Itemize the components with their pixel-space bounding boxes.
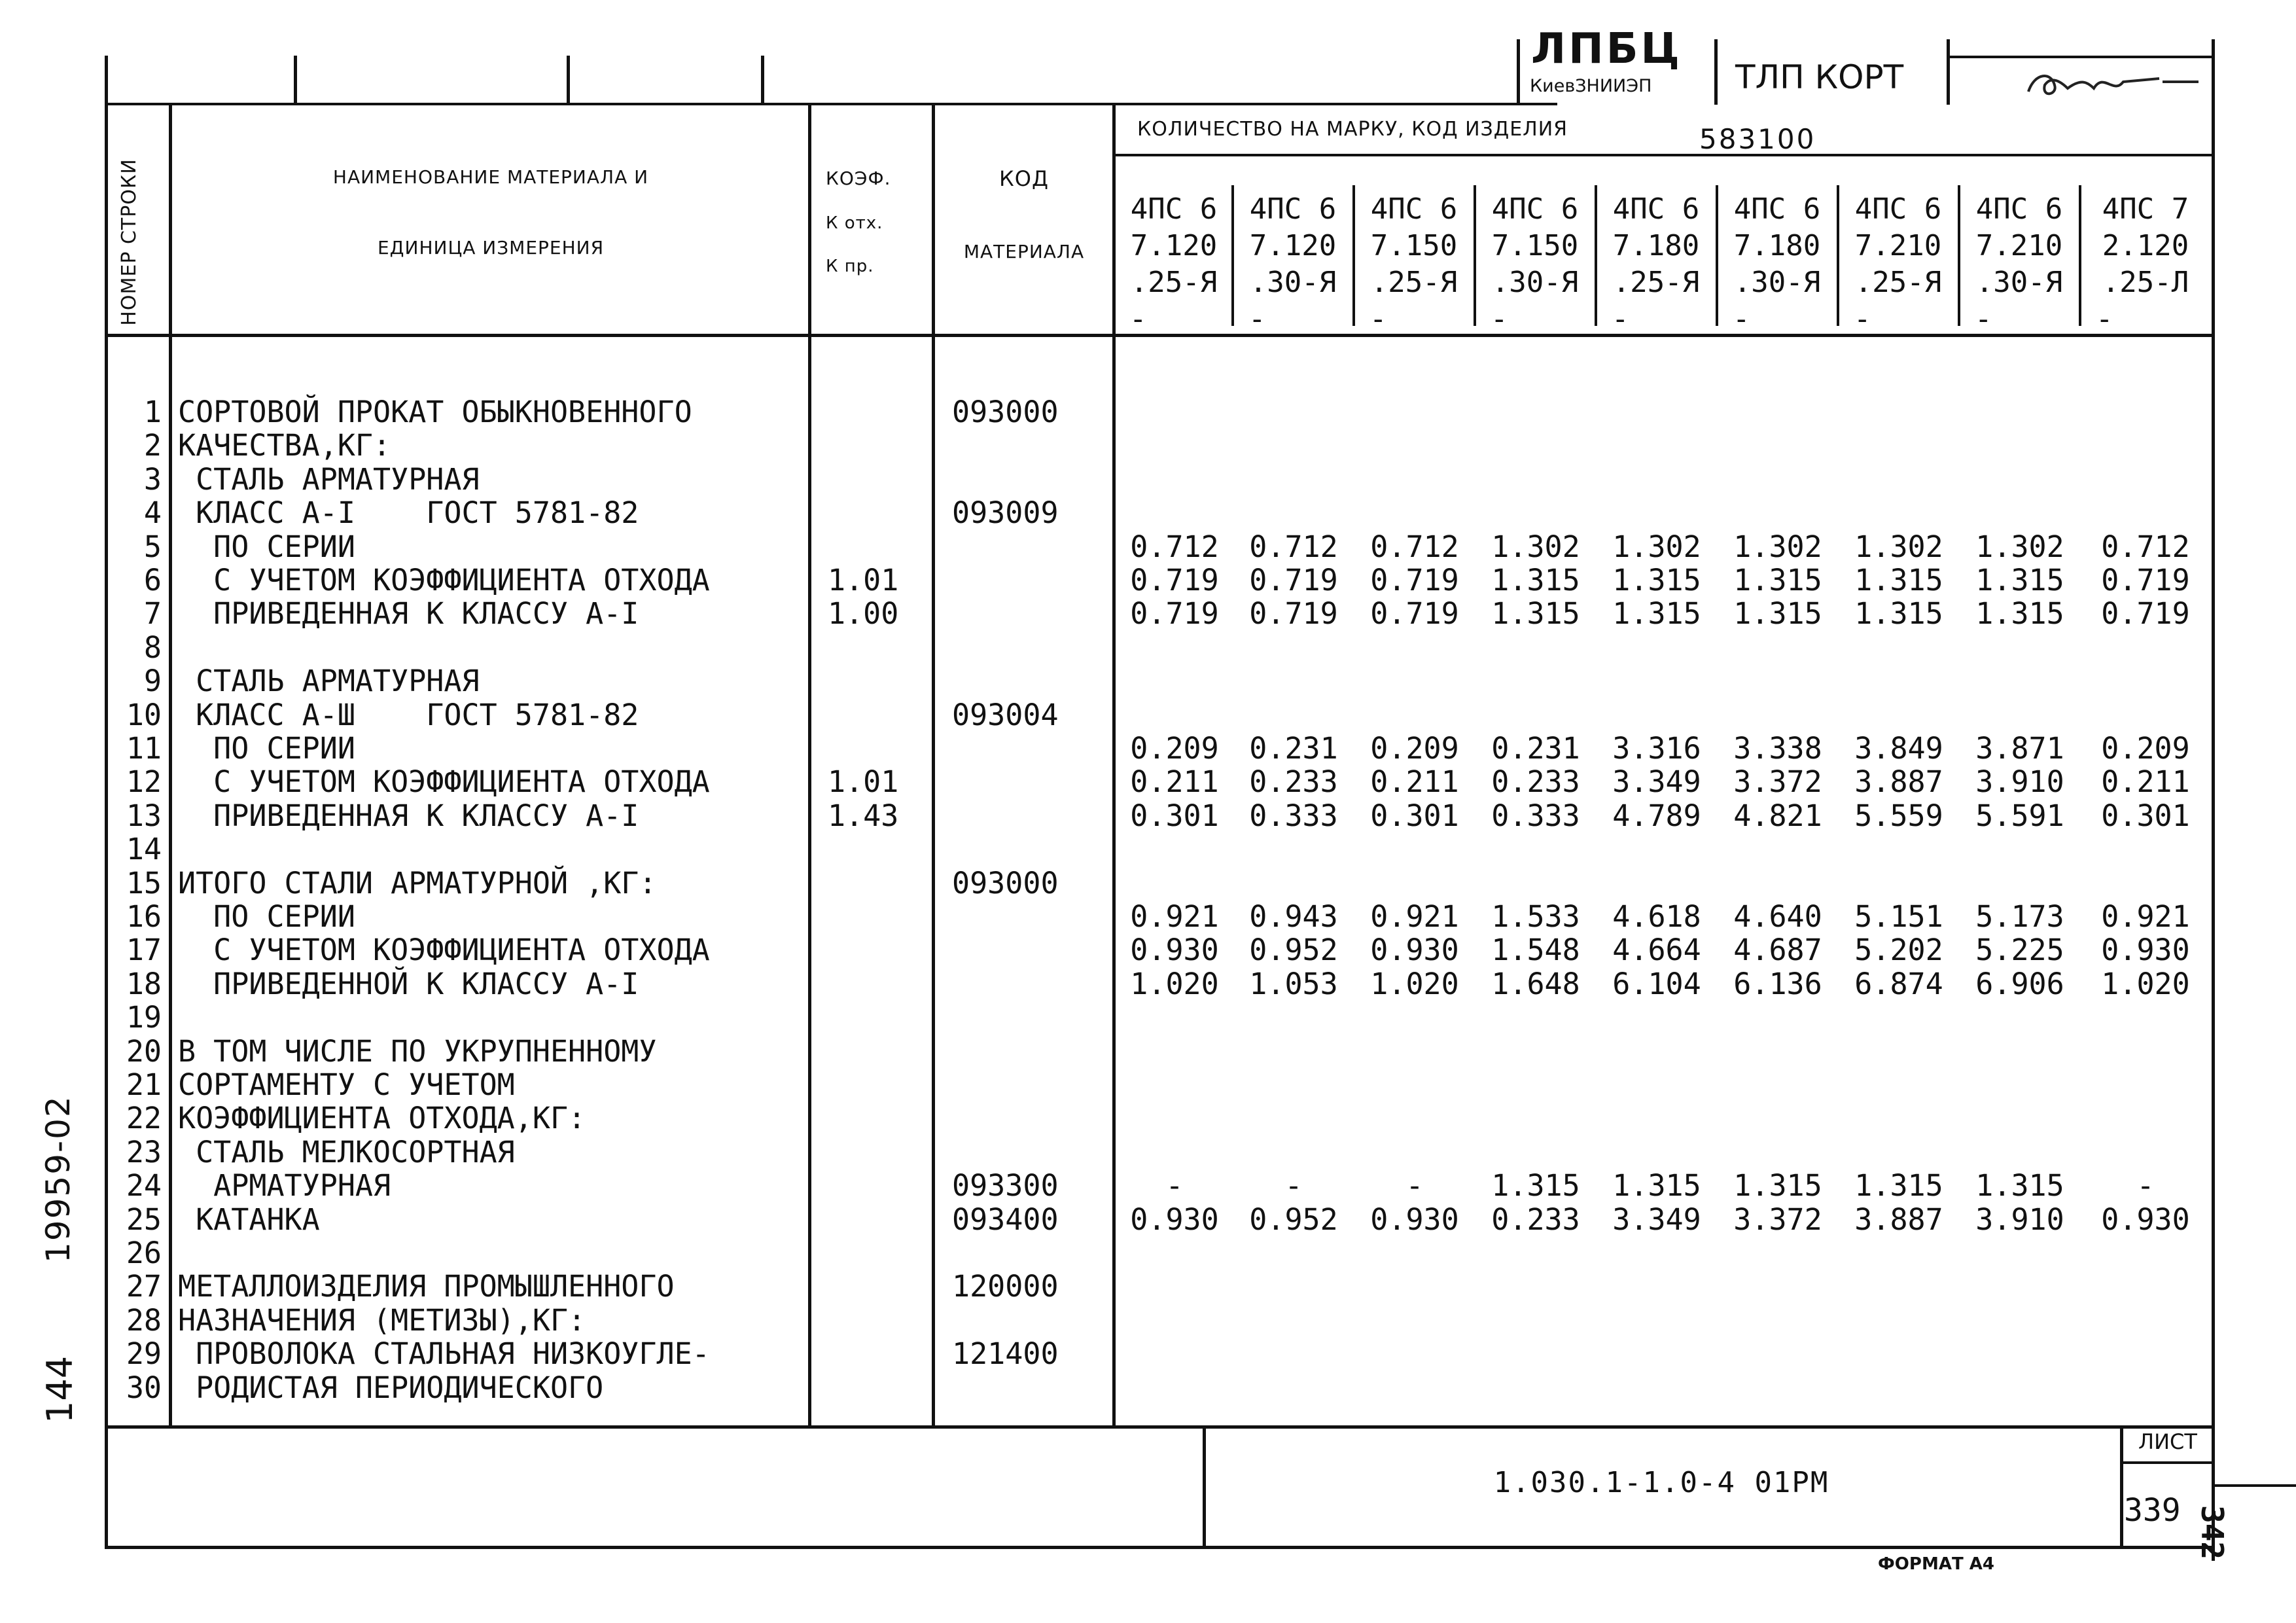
quantity-cell: 1.315: [1612, 1168, 1701, 1203]
quantity-cell: 5.173: [1975, 899, 2064, 934]
material-code: 093300: [952, 1168, 1059, 1203]
row-number: 9: [143, 664, 162, 698]
quantity-cell: 5.225: [1975, 933, 2064, 967]
quantity-cell: 3.372: [1733, 764, 1822, 799]
quantity-cell: -: [1405, 1168, 1424, 1203]
material-name: КАТАНКА: [178, 1202, 320, 1237]
row-number: 10: [126, 698, 162, 732]
mark-col-8: 4ПС 6 7.210 .30-Я -: [1975, 192, 2063, 336]
quantity-cell: 3.349: [1612, 764, 1701, 799]
quantity-cell: 3.849: [1854, 731, 1943, 766]
material-name: ПО СЕРИИ: [178, 529, 355, 564]
quantity-cell: 0.719: [2101, 596, 2190, 631]
material-name: С УЧЕТОМ КОЭФФИЦИЕНТА ОТХОДА: [178, 764, 710, 799]
mark-col-9: 4ПС 7 2.120 .25-Л -: [2096, 192, 2189, 336]
material-code: 093000: [952, 395, 1059, 429]
mark-col-5: 4ПС 6 7.180 .25-Я -: [1612, 192, 1700, 336]
material-name: РОДИСТАЯ ПЕРИОДИЧЕСКОГО: [178, 1370, 604, 1405]
quantity-cell: 0.930: [1370, 933, 1459, 967]
quantity-cell: 0.719: [1370, 596, 1459, 631]
material-name: СТАЛЬ АРМАТУРНАЯ: [178, 664, 480, 698]
material-header-line1: НАИМЕНОВАНИЕ МАТЕРИАЛА И: [332, 166, 649, 188]
row-number: 1: [143, 395, 162, 429]
quantity-cell: 1.315: [1733, 596, 1822, 631]
quantity-cell: 1.648: [1491, 967, 1580, 1001]
material-name: КЛАСС А-Ш ГОСТ 5781-82: [178, 698, 639, 732]
quantity-cell: 0.301: [1370, 798, 1459, 833]
quantity-cell: 0.231: [1491, 731, 1580, 766]
material-code: 093000: [952, 866, 1059, 901]
quantity-cell: 1.315: [1612, 563, 1701, 597]
material-code: 121400: [952, 1336, 1059, 1371]
quantity-cell: 1.020: [1370, 967, 1459, 1001]
row-number: 3: [143, 462, 162, 497]
row-number: 28: [126, 1303, 162, 1338]
quantity-cell: 4.687: [1733, 933, 1822, 967]
material-name: АРМАТУРНАЯ: [178, 1168, 391, 1203]
material-name: ПРИВЕДЕННАЯ К КЛАССУ А-I: [178, 798, 639, 833]
row-number: 12: [126, 764, 162, 799]
side-sheet-number: 342: [2195, 1505, 2230, 1560]
quantity-cell: 1.302: [1612, 529, 1701, 564]
quantity-cell: 4.789: [1612, 798, 1701, 833]
row-number: 20: [126, 1034, 162, 1069]
code-header-line1: КОД: [999, 166, 1049, 191]
quantity-cell: 5.559: [1854, 798, 1943, 833]
row-number: 14: [126, 832, 162, 866]
org-name: КиевЗНИИЭП: [1530, 76, 1652, 96]
material-name: ПО СЕРИИ: [178, 731, 355, 766]
quantity-cell: 1.315: [1854, 1168, 1943, 1203]
row-number: 16: [126, 899, 162, 934]
quantity-cell: 0.719: [1130, 563, 1219, 597]
row-number-header: НОМЕР СТРОКИ: [118, 158, 141, 326]
material-name: КАЧЕСТВА,КГ:: [178, 428, 391, 463]
quantity-cell: 1.533: [1491, 899, 1580, 934]
sheet-label: ЛИСТ: [2138, 1429, 2197, 1454]
quantity-cell: 1.315: [1733, 1168, 1822, 1203]
quantity-cell: 0.930: [1130, 933, 1219, 967]
quantity-cell: 1.315: [1612, 596, 1701, 631]
row-number: 30: [126, 1370, 162, 1405]
material-code: 093009: [952, 495, 1059, 530]
quantity-cell: 3.887: [1854, 764, 1943, 799]
quantity-cell: 1.020: [1130, 967, 1219, 1001]
quantity-cell: 4.664: [1612, 933, 1701, 967]
quantity-cell: 0.211: [1370, 764, 1459, 799]
row-number: 7: [143, 596, 162, 631]
quantity-cell: -: [2136, 1168, 2155, 1203]
material-name: МЕТАЛЛОИЗДЕЛИЯ ПРОМЫШЛЕННОГО: [178, 1269, 675, 1304]
quantity-cell: 0.952: [1249, 1202, 1338, 1237]
quantity-cell: 6.874: [1854, 967, 1943, 1001]
row-number: 19: [126, 1000, 162, 1035]
quantity-cell: 0.930: [1130, 1202, 1219, 1237]
row-number: 13: [126, 798, 162, 833]
coefficient: 1.01: [828, 563, 899, 597]
quantity-cell: 5.202: [1854, 933, 1943, 967]
quantity-cell: 1.315: [1975, 1168, 2064, 1203]
quantity-cell: 1.302: [1854, 529, 1943, 564]
row-number: 6: [143, 563, 162, 597]
row-number: 2: [143, 428, 162, 463]
material-code: 093400: [952, 1202, 1059, 1237]
quantity-cell: -: [1284, 1168, 1303, 1203]
quantity-cell: 0.712: [1370, 529, 1459, 564]
row-number: 21: [126, 1067, 162, 1102]
quantity-cell: 1.315: [1733, 563, 1822, 597]
quantity-cell: 0.921: [2101, 899, 2190, 934]
quantity-cell: 3.338: [1733, 731, 1822, 766]
quantity-cell: 0.231: [1249, 731, 1338, 766]
quantity-cell: 0.209: [1130, 731, 1219, 766]
material-name: СТАЛЬ АРМАТУРНАЯ: [178, 462, 480, 497]
mark-col-3: 4ПС 6 7.150 .25-Я -: [1369, 192, 1458, 336]
row-number: 5: [143, 529, 162, 564]
quantity-cell: 0.233: [1491, 764, 1580, 799]
quantity-header: КОЛИЧЕСТВО НА МАРКУ, КОД ИЗДЕЛИЯ: [1137, 118, 1568, 141]
material-name: В ТОМ ЧИСЛЕ ПО УКРУПНЕННОМУ: [178, 1034, 657, 1069]
quantity-cell: 0.943: [1249, 899, 1338, 934]
quantity-cell: 0.930: [2101, 1202, 2190, 1237]
row-number: 29: [126, 1336, 162, 1371]
row-number: 8: [143, 630, 162, 665]
format-label: ФОРМАТ А4: [1878, 1554, 1994, 1574]
quantity-cell: 3.372: [1733, 1202, 1822, 1237]
quantity-cell: 3.316: [1612, 731, 1701, 766]
row-number: 27: [126, 1269, 162, 1304]
quantity-cell: 4.640: [1733, 899, 1822, 934]
quantity-cell: 0.233: [1249, 764, 1338, 799]
quantity-cell: 0.211: [1130, 764, 1219, 799]
quantity-cell: 4.821: [1733, 798, 1822, 833]
material-name: ПРОВОЛОКА СТАЛЬНАЯ НИЗКОУГЛЕ-: [178, 1336, 710, 1371]
row-number: 11: [126, 731, 162, 766]
quantity-cell: 0.952: [1249, 933, 1338, 967]
quantity-cell: 1.020: [2101, 967, 2190, 1001]
quantity-cell: 0.921: [1370, 899, 1459, 934]
quantity-cell: 0.333: [1249, 798, 1338, 833]
material-name: С УЧЕТОМ КОЭФФИЦИЕНТА ОТХОДА: [178, 933, 710, 967]
quantity-cell: 0.712: [1130, 529, 1219, 564]
quantity-cell: 1.315: [1854, 563, 1943, 597]
quantity-cell: 1.315: [1491, 1168, 1580, 1203]
quantity-cell: 3.887: [1854, 1202, 1943, 1237]
signature: [1989, 59, 2205, 105]
quantity-cell: 3.910: [1975, 1202, 2064, 1237]
product-code: 583100: [1699, 123, 1816, 155]
material-name: ПО СЕРИИ: [178, 899, 355, 934]
code-header-line2: МАТЕРИАЛА: [963, 241, 1085, 262]
material-name: СОРТОВОЙ ПРОКАТ ОБЫКНОВЕННОГО: [178, 395, 692, 429]
mark-col-4: 4ПС 6 7.150 .30-Я -: [1491, 192, 1579, 336]
org-code: ТЛП КОРТ: [1735, 58, 1904, 96]
material-name: СОРТАМЕНТУ С УЧЕТОМ: [178, 1067, 515, 1102]
material-name: НАЗНАЧЕНИЯ (МЕТИЗЫ),КГ:: [178, 1303, 586, 1338]
row-number: 22: [126, 1101, 162, 1135]
quantity-cell: 1.315: [1491, 596, 1580, 631]
material-code: 093004: [952, 698, 1059, 732]
quantity-cell: 1.302: [1491, 529, 1580, 564]
quantity-cell: 0.719: [1130, 596, 1219, 631]
row-number: 24: [126, 1168, 162, 1203]
mark-col-1: 4ПС 6 7.120 .25-Я -: [1129, 192, 1218, 336]
quantity-cell: 1.315: [1854, 596, 1943, 631]
quantity-cell: 3.910: [1975, 764, 2064, 799]
quantity-cell: 1.315: [1975, 596, 2064, 631]
material-name: С УЧЕТОМ КОЭФФИЦИЕНТА ОТХОДА: [178, 563, 710, 597]
quantity-cell: 0.333: [1491, 798, 1580, 833]
row-number: 15: [126, 866, 162, 901]
coef-header-line1: КОЭФ.: [826, 168, 891, 189]
material-code: 120000: [952, 1269, 1059, 1304]
document-code: 1.030.1-1.0-4 01РМ: [1493, 1466, 1829, 1499]
mark-col-2: 4ПС 6 7.120 .30-Я -: [1248, 192, 1337, 336]
org-logo: ЛПБЦ: [1531, 25, 1682, 73]
material-name: ИТОГО СТАЛИ АРМАТУРНОЙ ,КГ:: [178, 866, 657, 901]
row-number: 4: [143, 495, 162, 530]
quantity-cell: 0.211: [2101, 764, 2190, 799]
quantity-cell: 0.719: [2101, 563, 2190, 597]
coefficient: 1.43: [828, 798, 899, 833]
quantity-cell: 0.930: [1370, 1202, 1459, 1237]
sheet-number: 339: [2124, 1492, 2181, 1529]
quantity-cell: 0.712: [2101, 529, 2190, 564]
coefficient: 1.01: [828, 764, 899, 799]
mark-col-6: 4ПС 6 7.180 .30-Я -: [1733, 192, 1821, 336]
material-name: КОЭФФИЦИЕНТА ОТХОДА,КГ:: [178, 1101, 586, 1135]
quantity-cell: 1.315: [1491, 563, 1580, 597]
material-name: КЛАСС А-I ГОСТ 5781-82: [178, 495, 639, 530]
quantity-cell: 6.136: [1733, 967, 1822, 1001]
quantity-cell: 0.301: [2101, 798, 2190, 833]
material-name: СТАЛЬ МЕЛКОСОРТНАЯ: [178, 1135, 515, 1169]
quantity-cell: 0.719: [1249, 563, 1338, 597]
quantity-cell: 1.315: [1975, 563, 2064, 597]
material-header-line2: ЕДИНИЦА ИЗМЕРЕНИЯ: [377, 237, 605, 259]
quantity-cell: 0.719: [1249, 596, 1338, 631]
coefficient: 1.00: [828, 596, 899, 631]
quantity-cell: 5.151: [1854, 899, 1943, 934]
quantity-cell: 1.053: [1249, 967, 1338, 1001]
quantity-cell: 1.302: [1733, 529, 1822, 564]
margin-archive-code: 19959-02: [39, 1095, 77, 1263]
row-number: 17: [126, 933, 162, 967]
quantity-cell: 4.618: [1612, 899, 1701, 934]
margin-page-number: 144: [39, 1355, 80, 1423]
quantity-cell: 1.302: [1975, 529, 2064, 564]
coef-header-line2: К отх.: [826, 213, 883, 233]
mark-col-7: 4ПС 6 7.210 .25-Я -: [1854, 192, 1942, 336]
row-number: 18: [126, 967, 162, 1001]
quantity-cell: 0.233: [1491, 1202, 1580, 1237]
row-number: 25: [126, 1202, 162, 1237]
material-name: ПРИВЕДЕННАЯ К КЛАССУ А-I: [178, 596, 639, 631]
quantity-cell: 0.209: [1370, 731, 1459, 766]
coef-header-line3: К пр.: [826, 257, 874, 276]
quantity-cell: 0.301: [1130, 798, 1219, 833]
quantity-cell: 0.921: [1130, 899, 1219, 934]
row-number: 23: [126, 1135, 162, 1169]
quantity-cell: 0.712: [1249, 529, 1338, 564]
quantity-cell: 0.719: [1370, 563, 1459, 597]
quantity-cell: 0.930: [2101, 933, 2190, 967]
quantity-cell: 6.906: [1975, 967, 2064, 1001]
quantity-cell: -: [1165, 1168, 1184, 1203]
quantity-cell: 5.591: [1975, 798, 2064, 833]
quantity-cell: 3.349: [1612, 1202, 1701, 1237]
quantity-cell: 6.104: [1612, 967, 1701, 1001]
quantity-cell: 3.871: [1975, 731, 2064, 766]
row-number: 26: [126, 1236, 162, 1270]
quantity-cell: 0.209: [2101, 731, 2190, 766]
quantity-cell: 1.548: [1491, 933, 1580, 967]
material-name: ПРИВЕДЕННОЙ К КЛАССУ А-I: [178, 967, 639, 1001]
